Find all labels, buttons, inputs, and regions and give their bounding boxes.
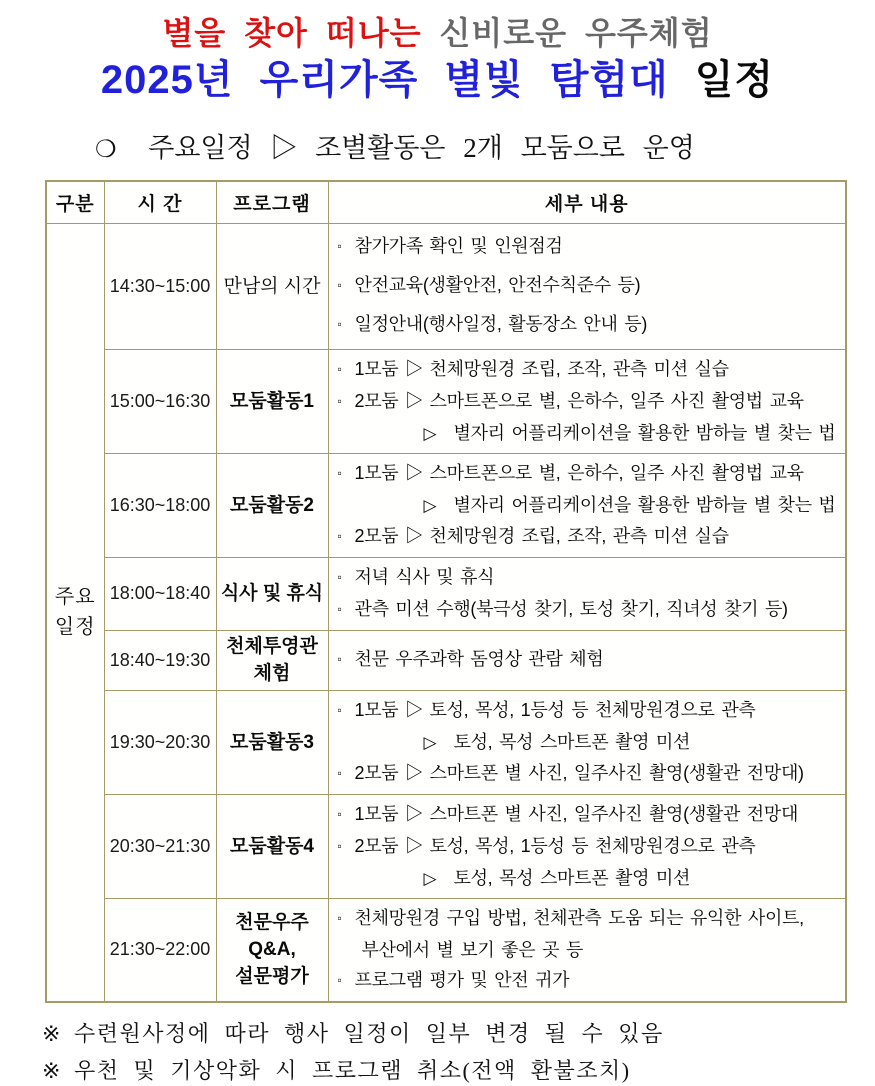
square-bullet-icon: ▫ [337, 393, 342, 408]
detail-text: 토성, 목성 스마트폰 촬영 미션 [453, 731, 691, 752]
detail-line [338, 306, 844, 345]
time-cell: 19:30~20:30 [104, 690, 216, 794]
footnote-text: 수련원사정에 따라 행사 일정이 일부 변경 될 수 있음 [73, 1020, 664, 1046]
title-line-2 [0, 54, 875, 106]
program-line: 모둠활동2 [230, 494, 314, 516]
header-time: 시 간 [104, 181, 216, 223]
time-cell: 16:30~18:00 [104, 453, 216, 557]
square-bullet-icon: ▫ [337, 601, 342, 616]
square-bullet-icon: ▫ [337, 910, 342, 925]
schedule-table [45, 180, 847, 1003]
table-row [46, 453, 846, 557]
program-line: 만남의 시간 [223, 275, 321, 297]
group-label-cell [46, 223, 104, 1002]
program-line: 천체투영관 [226, 636, 318, 657]
detail-text: 부산에서 별 보기 좋은 곳 등 [361, 939, 583, 960]
time-cell: 18:40~19:30 [104, 630, 216, 690]
time-cell: 20:30~21:30 [104, 794, 216, 898]
detail-text: 2모둠 ▷ 스마트폰으로 별, 은하수, 일주 사진 촬영법 교육 [354, 390, 804, 411]
detail-cell [328, 898, 846, 1002]
detail-text: 1모둠 ▷ 스마트폰 별 사진, 일주사진 촬영(생활관 전망대 [354, 803, 799, 824]
detail-text: 1모둠 ▷ 스마트폰으로 별, 은하수, 일주 사진 촬영법 교육 [354, 462, 804, 483]
program-cell [216, 794, 328, 898]
section-heading-text: 주요일정 ▷ 조별활동은 2개 모둠으로 운영 [148, 133, 695, 163]
program-line: 모둠활동4 [230, 835, 314, 857]
group-label-line: 일정 [54, 616, 96, 638]
program-line: 천문우주 [235, 912, 309, 933]
title-line1-gray-text: 신비로운 우주체험 [439, 15, 713, 51]
program-line: 모둠활동3 [230, 731, 314, 753]
program-cell [216, 453, 328, 557]
table-header-row [46, 181, 846, 223]
detail-text: 일정안내(행사일정, 활동장소 안내 등) [354, 313, 648, 334]
detail-cell [328, 223, 846, 349]
square-bullet-icon: ▫ [337, 765, 342, 780]
detail-line [338, 799, 844, 831]
table-row [46, 349, 846, 453]
detail-line [338, 644, 844, 676]
detail-line [338, 594, 844, 626]
detail-text: 별자리 어플리케이션을 활용한 밤하늘 별 찾는 법 [453, 422, 836, 443]
program-cell [216, 223, 328, 349]
time-cell: 21:30~22:00 [104, 898, 216, 1002]
detail-cell [328, 630, 846, 690]
detail-line [338, 418, 844, 449]
detail-text: 토성, 목성 스마트폰 촬영 미션 [453, 867, 691, 888]
detail-line [338, 863, 844, 894]
title-line2-black-text: 일정 [694, 58, 775, 102]
square-bullet-icon: ▫ [337, 806, 342, 821]
detail-cell [328, 349, 846, 453]
square-bullet-icon: ▫ [337, 465, 342, 480]
group-label-line: 주요 [54, 586, 96, 608]
detail-line [338, 727, 844, 758]
square-bullet-icon: ▫ [337, 838, 342, 853]
detail-line [338, 965, 844, 997]
detail-line [338, 695, 844, 727]
reference-mark-icon: ※ [42, 1057, 62, 1083]
detail-text: 2모둠 ▷ 스마트폰 별 사진, 일주사진 촬영(생활관 전망대) [354, 762, 804, 783]
detail-text: 관측 미션 수행(북극성 찾기, 토성 찾기, 직녀성 찾기 등) [354, 598, 788, 619]
document-title [0, 0, 875, 106]
detail-text: 안전교육(생활안전, 안전수칙준수 등) [354, 274, 641, 295]
title-line2-blue-text: 2025년 우리가족 별빛 탐험대 [100, 58, 669, 102]
detail-line [338, 490, 844, 521]
table-row [46, 898, 846, 1002]
program-line: Q&A, [248, 939, 296, 960]
program-line: 체험 [253, 663, 291, 684]
detail-line [338, 521, 844, 553]
table-row [46, 690, 846, 794]
square-bullet-icon: ▫ [337, 316, 342, 331]
detail-text: 1모둠 ▷ 천체망원경 조립, 조작, 관측 미션 실습 [354, 358, 729, 379]
time-cell: 15:00~16:30 [104, 349, 216, 453]
section-heading [95, 131, 875, 167]
title-line1-red-text: 별을 찾아 떠나는 [162, 15, 422, 51]
footnote-text: 우천 및 기상악화 시 프로그램 취소(전액 환불조치) [73, 1057, 631, 1083]
detail-line [338, 935, 844, 965]
detail-line [338, 458, 844, 490]
square-bullet-icon: ▫ [337, 702, 342, 717]
square-bullet-icon: ▫ [337, 361, 342, 376]
triangle-bullet-icon: ▷ [423, 495, 437, 515]
program-cell [216, 557, 328, 630]
table-row [46, 794, 846, 898]
detail-cell [328, 794, 846, 898]
detail-text: 참가가족 확인 및 인원점검 [354, 235, 563, 256]
header-group: 구분 [46, 181, 104, 223]
square-bullet-icon: ▫ [337, 277, 342, 292]
table-row [46, 557, 846, 630]
detail-text: 2모둠 ▷ 토성, 목성, 1등성 등 천체망원경으로 관측 [354, 835, 756, 856]
detail-line [338, 562, 844, 594]
detail-text: 천체망원경 구입 방법, 천체관측 도움 되는 유익한 사이트, [354, 907, 804, 928]
table-row [46, 630, 846, 690]
program-cell [216, 898, 328, 1002]
detail-line [338, 831, 844, 863]
square-bullet-icon: ▫ [337, 652, 342, 666]
time-cell: 14:30~15:00 [104, 223, 216, 349]
detail-text: 1모둠 ▷ 토성, 목성, 1등성 등 천체망원경으로 관측 [354, 699, 756, 720]
program-cell [216, 690, 328, 794]
detail-text: 2모둠 ▷ 천체망원경 조립, 조작, 관측 미션 실습 [354, 525, 729, 546]
circle-bullet-icon: ❍ [95, 137, 117, 163]
detail-cell [328, 453, 846, 557]
program-line: 식사 및 휴식 [220, 583, 324, 604]
detail-line [338, 758, 844, 790]
triangle-bullet-icon: ▷ [423, 732, 437, 752]
detail-text: 별자리 어플리케이션을 활용한 밤하늘 별 찾는 법 [453, 494, 836, 515]
program-line: 설문평가 [235, 966, 309, 987]
footnote [42, 1019, 875, 1049]
program-cell [216, 349, 328, 453]
table-row [46, 223, 846, 349]
detail-cell [328, 690, 846, 794]
square-bullet-icon: ▫ [337, 238, 342, 253]
reference-mark-icon: ※ [42, 1020, 62, 1046]
detail-text: 프로그램 평가 및 안전 귀가 [354, 969, 570, 990]
detail-text: 저녁 식사 및 휴식 [354, 566, 495, 587]
square-bullet-icon: ▫ [337, 972, 342, 987]
time-cell: 18:00~18:40 [104, 557, 216, 630]
triangle-bullet-icon: ▷ [423, 423, 437, 443]
detail-line [338, 267, 844, 306]
program-cell [216, 630, 328, 690]
square-bullet-icon: ▫ [337, 569, 342, 584]
schedule-table-body [46, 223, 846, 1002]
detail-line [338, 354, 844, 386]
triangle-bullet-icon: ▷ [423, 868, 437, 888]
program-line: 모둠활동1 [230, 390, 314, 412]
detail-text: 천문 우주과학 돔영상 관람 체험 [354, 649, 604, 669]
footnotes [42, 1019, 875, 1086]
square-bullet-icon: ▫ [337, 528, 342, 543]
detail-cell [328, 557, 846, 630]
detail-line [338, 903, 844, 935]
footnote [42, 1056, 875, 1086]
header-program: 프로그램 [216, 181, 328, 223]
title-line-1 [0, 12, 875, 54]
detail-line [338, 228, 844, 267]
detail-line [338, 386, 844, 418]
header-detail: 세부 내용 [328, 181, 846, 223]
